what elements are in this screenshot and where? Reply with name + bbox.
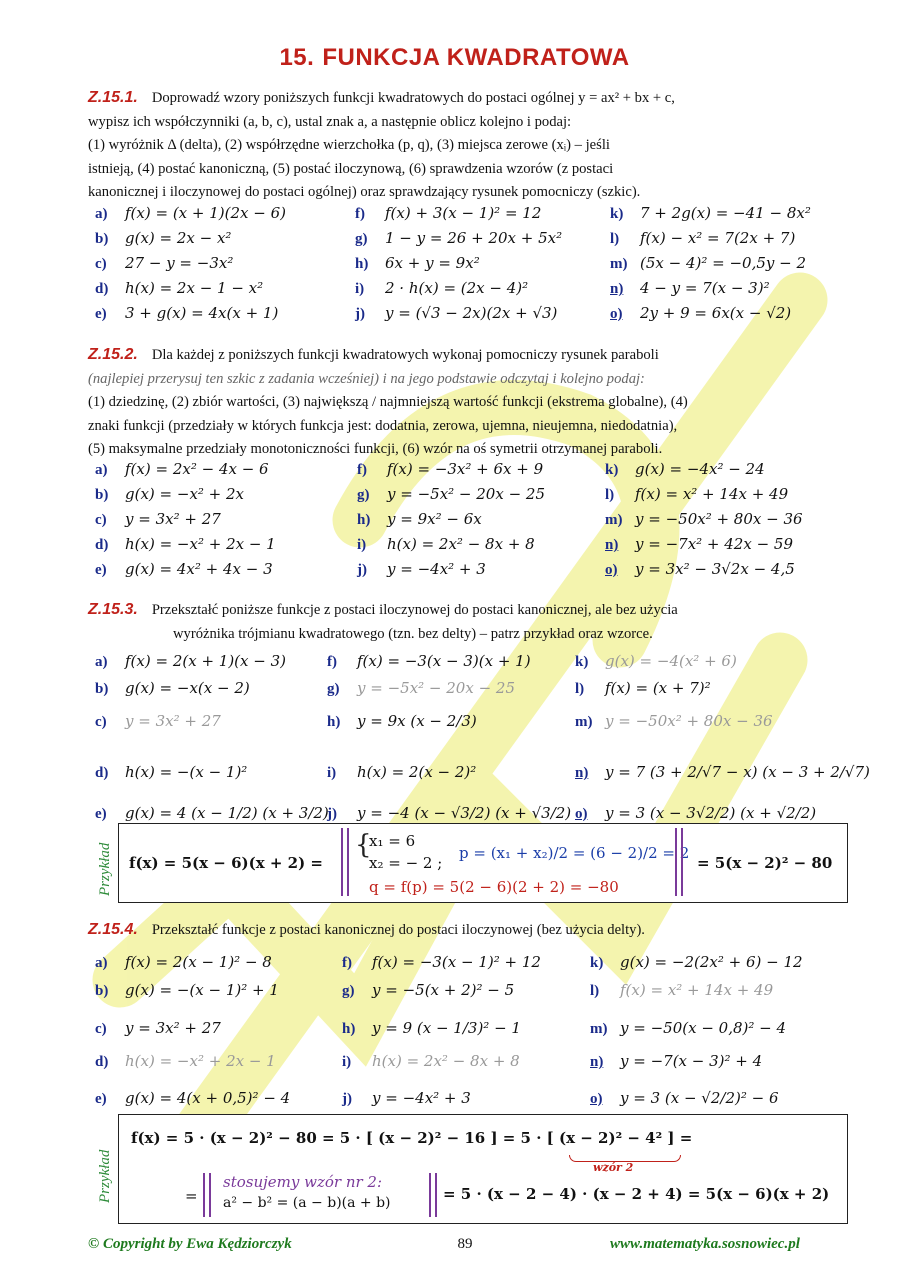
- item-label: e): [95, 306, 107, 322]
- item-label: l): [610, 231, 620, 247]
- item-label: g): [342, 983, 355, 999]
- formula: y = −50x² + 80x − 36: [605, 712, 773, 730]
- formula: y = 3x² + 27: [125, 510, 221, 528]
- formula: y = 9x² − 6x: [387, 510, 482, 528]
- exercise-item: [327, 712, 477, 731]
- formula: y = −4 (x − √3/2) (x + √3/2): [357, 804, 572, 822]
- item-row: [95, 460, 855, 486]
- item-label: n): [590, 1054, 604, 1070]
- formula: h(x) = 2x − 1 − x²: [125, 279, 264, 297]
- formula: y = −5x² − 20x − 25: [357, 679, 516, 697]
- exercise-item: [605, 510, 803, 529]
- formula: f(x) = (x + 7)²: [605, 679, 711, 697]
- formula: y = −5(x + 2)² − 5: [372, 981, 515, 999]
- task-label: Z.15.4.: [88, 921, 138, 938]
- item-label: f): [357, 462, 367, 478]
- item-label: o): [590, 1091, 603, 1107]
- item-row: [95, 535, 855, 561]
- exercise-item: [95, 560, 273, 579]
- formula: f(x) − x² = 7(2x + 7): [640, 229, 796, 247]
- example-side-label: Przykład: [97, 842, 113, 896]
- formula: h(x) = −x² + 2x − 1: [125, 1052, 276, 1070]
- item-label: g): [327, 681, 340, 697]
- item-label: j): [357, 562, 367, 578]
- formula: h(x) = 2x² − 8x + 8: [372, 1052, 520, 1070]
- exercise-item: [575, 679, 711, 698]
- exercise-item: [342, 1089, 471, 1108]
- task-z1-instructions: Z.15.1. Doprowadź wzory poniższych funkcji kwadratowych do postaci ogólnej y = ax² + bx + c, wypisz ich współczynniki (a, b, c), ustal znak a, a następnie oblicz kolejno i podaj: (1) wyróżnik Δ (delta), (2) współrzędne wierzchołka (p, q), (3) miejsca zerowe (xᵢ) – jeśli istnieją, (4) postać kanoniczną, (5) postać iloczynową, (6) sprawdzenia wzorów (z postaci kanonicznej i iloczynowej do postaci ogólnej) oraz sprawdzający rysunek pomocniczy (szkic).: [88, 89, 675, 200]
- task-label: Z.15.2.: [88, 346, 138, 363]
- copyright: © Copyright by Ewa Kędziorczyk: [88, 1236, 292, 1252]
- exercise-item: [95, 763, 247, 782]
- formula: f(x) = 2(x − 1)² − 8: [125, 953, 272, 971]
- formula: g(x) = 4x² + 4x − 3: [125, 560, 273, 578]
- item-label: b): [95, 487, 109, 503]
- exercise-item: [605, 460, 765, 479]
- task-label: Z.15.3.: [88, 601, 138, 618]
- exercise-item: [590, 1089, 779, 1108]
- exercise-item: [95, 204, 286, 223]
- formula: y = 3x² + 27: [125, 1019, 221, 1037]
- item-label: d): [95, 281, 109, 297]
- example-side-label: Przykład: [97, 1149, 113, 1203]
- item-row: [95, 229, 855, 255]
- formula: f(x) = x² + 14x + 49: [620, 981, 774, 999]
- formula: 2 · h(x) = (2x − 4)²: [385, 279, 529, 297]
- exercise-item: [327, 679, 515, 698]
- item-label: k): [605, 462, 619, 478]
- right-double-bar: [429, 1173, 437, 1217]
- formula: y = 3 (x − 3√2/2) (x + √2/2): [605, 804, 817, 822]
- formula: y = −4x² + 3: [387, 560, 486, 578]
- exercise-item: [95, 229, 231, 248]
- item-label: i): [355, 281, 365, 297]
- formula: y = 3x² − 3√2x − 4,5: [635, 560, 795, 578]
- item-row: [95, 560, 855, 586]
- q-formula: q = f(p) = 5(2 − 6)(2 + 2) = −80: [369, 878, 619, 896]
- exercise-item: [590, 1052, 762, 1071]
- exercise-item: [357, 510, 482, 529]
- formula: y = −5x² − 20x − 25: [387, 485, 546, 503]
- formula: f(x) = x² + 14x + 49: [635, 485, 789, 503]
- item-label: e): [95, 1091, 107, 1107]
- formula: h(x) = −(x − 1)²: [125, 763, 248, 781]
- formula: y = −4x² + 3: [372, 1089, 471, 1107]
- item-label: h): [342, 1021, 356, 1037]
- item-label: i): [327, 765, 337, 781]
- exercise-item: [355, 254, 480, 273]
- formula: f(x) = −3(x − 1)² + 12: [372, 953, 541, 971]
- item-label: j): [355, 306, 365, 322]
- exercise-item: [610, 304, 791, 323]
- formula: y = 7 (3 + 2/√7 − x) (x − 3 + 2/√7): [605, 763, 870, 781]
- formula: y = −7x² + 42x − 59: [635, 535, 794, 553]
- formula: g(x) = 4 (x − 1/2) (x + 3/2): [125, 804, 329, 822]
- exercise-item: [95, 712, 221, 731]
- exercise-item: [357, 535, 535, 554]
- item-row: [95, 279, 855, 305]
- item-label: o): [575, 806, 588, 822]
- item-label: m): [610, 256, 628, 272]
- item-row: [95, 679, 855, 705]
- formula: f(x) = −3x² + 6x + 9: [387, 460, 544, 478]
- left-double-bar: [341, 828, 349, 896]
- item-row: [95, 712, 855, 738]
- page-number: 89: [457, 1236, 473, 1252]
- item-label: g): [355, 231, 368, 247]
- exercise-item: [95, 279, 263, 298]
- item-label: b): [95, 983, 109, 999]
- formula: g(x) = 2x − x²: [125, 229, 232, 247]
- exercise-item: [327, 652, 531, 671]
- example-line2: = 5 · (x − 2 − 4) · (x − 2 + 4) = 5(x − 6)(x + 2): [443, 1185, 830, 1203]
- item-label: n): [575, 765, 589, 781]
- x2-value: x₂ = − 2 ;: [369, 854, 443, 872]
- formula: f(x) = 2x² − 4x − 6: [125, 460, 269, 478]
- exercise-item: [355, 229, 562, 248]
- exercise-item: [95, 1052, 276, 1071]
- formula: 4 − y = 7(x − 3)²: [640, 279, 770, 297]
- item-label: l): [605, 487, 615, 503]
- formula: g(x) = −x(x − 2): [125, 679, 250, 697]
- formula: f(x) + 3(x − 1)² = 12: [385, 204, 542, 222]
- exercise-item: [342, 1019, 521, 1038]
- item-row: [95, 1089, 855, 1115]
- formula: 3 + g(x) = 4x(x + 1): [125, 304, 279, 322]
- formula: g(x) = −2(2x² + 6) − 12: [620, 953, 803, 971]
- exercise-item: [95, 679, 250, 698]
- example-lhs: f(x) = 5(x − 6)(x + 2) =: [129, 854, 324, 872]
- exercise-item: [95, 460, 269, 479]
- exercise-item: [357, 460, 543, 479]
- item-row: [95, 953, 855, 979]
- item-label: k): [575, 654, 589, 670]
- exercise-item: [95, 953, 272, 972]
- formula: y = −50(x − 0,8)² − 4: [620, 1019, 787, 1037]
- formula: g(x) = −4x² − 24: [635, 460, 765, 478]
- task-z2-instructions: Z.15.2. Dla każdej z poniższych funkcji kwadratowych wykonaj pomocniczy rysunek paraboli (najlepiej przerysuj ten szkic z zadania wcześniej) i na jego podstawie odczytaj i kolejno podaj: (1) dziedzinę, (2) zbiór wartości, (3) największą / najmniejszą wartość funkcji (ekstrema globalne), (4) znaki funkcji (przedziały w których funkcja jest: dodatnia, zerowa, ujemna, nieujemna, niedodatnia), (5) maksymalne przedziały monotoniczności funkcji, (6) wzór na oś symetrii otrzymanej paraboli.: [88, 346, 688, 457]
- exercise-item: [610, 229, 795, 248]
- x1-value: x₁ = 6: [369, 832, 416, 850]
- exercise-item: [327, 804, 571, 823]
- item-row: [95, 981, 855, 1007]
- exercise-item: [355, 204, 541, 223]
- item-label: m): [575, 714, 593, 730]
- exercise-item: [357, 560, 486, 579]
- exercise-item: [95, 304, 278, 323]
- exercise-item: [342, 1052, 520, 1071]
- exercise-item: [590, 981, 773, 1000]
- exercise-item: [95, 804, 329, 823]
- item-label: i): [357, 537, 367, 553]
- exercise-item: [575, 763, 870, 782]
- item-label: h): [355, 256, 369, 272]
- exercise-item: [610, 254, 806, 273]
- page-title: 15. FUNKCJA KWADRATOWA: [279, 44, 630, 71]
- exercise-item: [605, 535, 793, 554]
- item-row: [95, 1019, 855, 1045]
- p-formula: p = (x₁ + x₂)/2 = (6 − 2)/2 = 2: [459, 844, 690, 862]
- item-label: e): [95, 806, 107, 822]
- item-row: [95, 510, 855, 536]
- exercise-item: [95, 254, 233, 273]
- item-label: d): [95, 1054, 109, 1070]
- formula: f(x) = −3(x − 3)(x + 1): [357, 652, 531, 670]
- item-row: [95, 485, 855, 511]
- formula: g(x) = −(x − 1)² + 1: [125, 981, 279, 999]
- formula: y = 9 (x − 1/3)² − 1: [372, 1019, 521, 1037]
- item-row: [95, 1052, 855, 1078]
- item-label: f): [342, 955, 352, 971]
- underbrace-label: wzór 2: [593, 1161, 634, 1174]
- formula: f(x) = (x + 1)(2x − 6): [125, 204, 286, 222]
- item-label: f): [355, 206, 365, 222]
- brace: {: [355, 830, 372, 860]
- item-row: [95, 652, 855, 678]
- task-z3-instructions: Z.15.3. Przekształć poniższe funkcje z postaci iloczynowej do postaci kanonicznej, ale bez użycia wyróżnika trójmianu kwadratowego (tzn. bez delty) – patrz przykład oraz wzorce.: [88, 601, 678, 642]
- item-label: i): [342, 1054, 352, 1070]
- formula: 6x + y = 9x²: [385, 254, 480, 272]
- formula: y = −50x² + 80x − 36: [635, 510, 803, 528]
- item-label: f): [327, 654, 337, 670]
- exercise-item: [590, 953, 803, 972]
- exercise-item: [95, 535, 276, 554]
- exercise-item: [355, 304, 557, 323]
- exercise-item: [327, 763, 476, 782]
- formula: g(x) = −x² + 2x: [125, 485, 245, 503]
- item-label: h): [327, 714, 341, 730]
- item-label: j): [327, 806, 337, 822]
- exercise-item: [610, 279, 770, 298]
- item-label: c): [95, 256, 107, 272]
- item-label: o): [605, 562, 618, 578]
- formula: h(x) = 2(x − 2)²: [357, 763, 477, 781]
- left-double-bar: [203, 1173, 211, 1217]
- task-label: Z.15.1.: [88, 89, 138, 106]
- item-label: a): [95, 955, 108, 971]
- exercise-item: [355, 279, 528, 298]
- exercise-item: [95, 1019, 221, 1038]
- formula: h(x) = 2x² − 8x + 8: [387, 535, 535, 553]
- example-result: = 5(x − 2)² − 80: [697, 854, 833, 872]
- formula: 1 − y = 26 + 20x + 5x²: [385, 229, 563, 247]
- exercise-item: [590, 1019, 786, 1038]
- formula: g(x) = 4(x + 0,5)² − 4: [125, 1089, 291, 1107]
- item-label: c): [95, 512, 107, 528]
- item-label: l): [590, 983, 600, 999]
- formula: f(x) = 2(x + 1)(x − 3): [125, 652, 286, 670]
- example-box-z3: [97, 823, 848, 903]
- formula-note: stosujemy wzór nr 2:: [223, 1173, 383, 1191]
- item-label: b): [95, 681, 109, 697]
- item-label: n): [610, 281, 624, 297]
- formula: h(x) = −x² + 2x − 1: [125, 535, 276, 553]
- exercise-item: [575, 804, 816, 823]
- formula: g(x) = −4(x² + 6): [605, 652, 737, 670]
- exercise-item: [342, 981, 514, 1000]
- exercise-item: [605, 560, 795, 579]
- formula: (5x − 4)² = −0,5y − 2: [640, 254, 807, 272]
- item-label: k): [590, 955, 604, 971]
- item-row: [95, 254, 855, 280]
- task-z4-instructions: Z.15.4. Przekształć funkcje z postaci kanonicznej do postaci iloczynowej (bez użycia delty).: [88, 921, 645, 938]
- item-label: e): [95, 562, 107, 578]
- website: www.matematyka.sosnowiec.pl: [610, 1236, 800, 1252]
- exercise-item: [605, 485, 788, 504]
- formula: a² − b² = (a − b)(a + b): [223, 1195, 391, 1211]
- exercise-item: [575, 652, 737, 671]
- formula: y = 3 (x − √2/2)² − 6: [620, 1089, 779, 1107]
- item-label: c): [95, 714, 107, 730]
- item-row: [95, 304, 855, 330]
- item-label: g): [357, 487, 370, 503]
- formula: y = (√3 − 2x)(2x + √3): [385, 304, 558, 322]
- item-label: a): [95, 206, 108, 222]
- item-label: c): [95, 1021, 107, 1037]
- item-label: n): [605, 537, 619, 553]
- item-label: k): [610, 206, 624, 222]
- item-label: j): [342, 1091, 352, 1107]
- item-row: [95, 204, 855, 230]
- item-label: m): [590, 1021, 608, 1037]
- example-box-z4: Przykład f(x) = 5 · (x − 2)² − 80 = 5 · [ (x − 2)² − 16 ] = 5 · [ (x − 2)² − 4² ] = wzór 2 = stosujemy wzór nr 2: a² − b² = (a − b)(a + b) = 5 · (x − 2 − 4) · (x − 2 + 4) = 5(x − 6)(x + 2): [118, 1114, 848, 1224]
- exercise-item: [95, 485, 244, 504]
- exercise-item: [95, 510, 221, 529]
- item-row: [95, 763, 870, 789]
- formula: 27 − y = −3x²: [125, 254, 234, 272]
- item-label: m): [605, 512, 623, 528]
- item-label: a): [95, 654, 108, 670]
- formula: y = 3x² + 27: [125, 712, 221, 730]
- exercise-item: [342, 953, 541, 972]
- formula: y = −7(x − 3)² + 4: [620, 1052, 763, 1070]
- right-double-bar: [675, 828, 683, 896]
- item-label: o): [610, 306, 623, 322]
- example-line1: f(x) = 5 · (x − 2)² − 80 = 5 · [ (x − 2)² − 16 ] = 5 · [ (x − 2)² − 4² ] =: [131, 1129, 693, 1147]
- item-label: d): [95, 765, 109, 781]
- exercise-item: [575, 712, 773, 731]
- exercise-item: [95, 981, 279, 1000]
- exercise-item: [357, 485, 545, 504]
- exercise-item: [95, 652, 286, 671]
- item-label: d): [95, 537, 109, 553]
- formula: y = 9x (x − 2/3): [357, 712, 477, 730]
- item-label: b): [95, 231, 109, 247]
- item-label: h): [357, 512, 371, 528]
- formula: 2y + 9 = 6x(x − √2): [640, 304, 792, 322]
- exercise-item: [610, 204, 811, 223]
- exercise-item: [95, 1089, 290, 1108]
- item-label: a): [95, 462, 108, 478]
- formula: 7 + 2g(x) = −41 − 8x²: [640, 204, 811, 222]
- item-label: l): [575, 681, 585, 697]
